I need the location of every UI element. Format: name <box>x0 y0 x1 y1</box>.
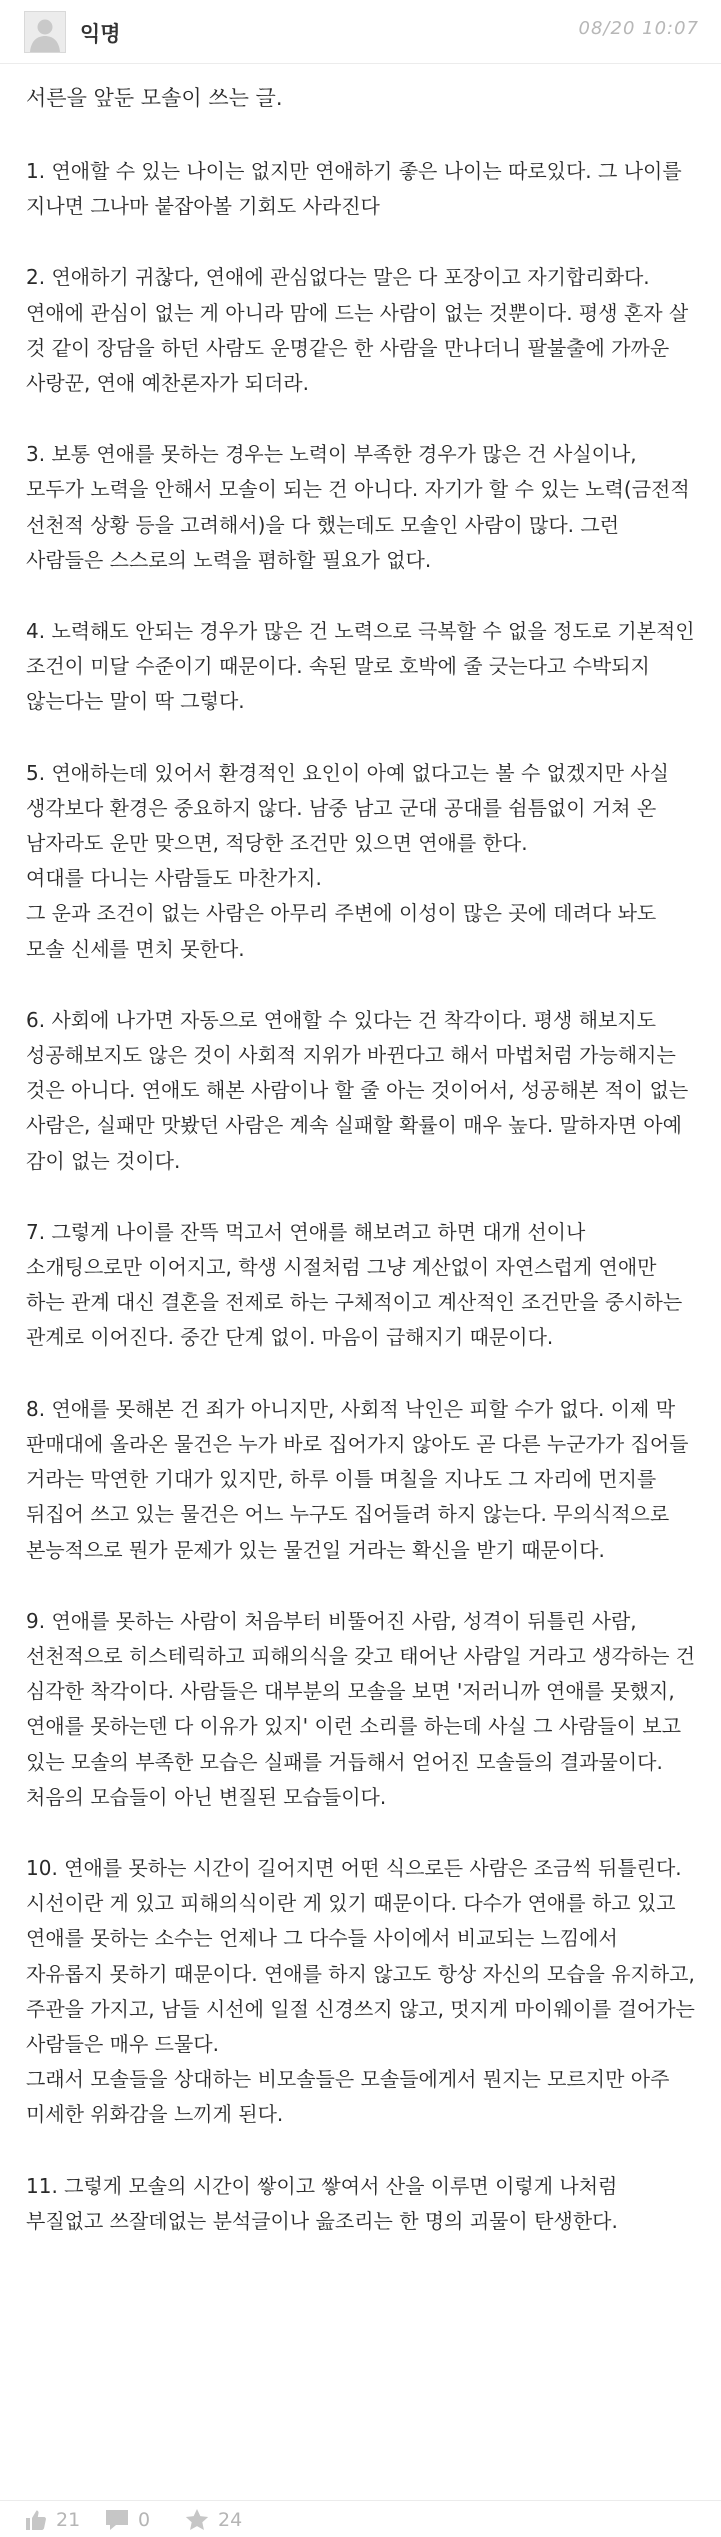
post-paragraph-5: 5. 연애하는데 있어서 환경적인 요인이 아예 없다고는 볼 수 없겠지만 사실 생각보다 환경은 중요하지 않다. 남중 남고 군대 공대를 쉼틈없이 거쳐 온 남자라도 운만 맞으면, 적당한 조건만 있으면 연애를 한다. 여대를 다니는 사람들도 마찬가지. 그 운과 조건이 없는 사람은 아무리 주변에 이성이 많은 곳에 데려다 놔도 모솔 신세를 면치 못한다. <box>26 760 669 961</box>
scrap-button[interactable] <box>184 2506 242 2534</box>
post-paragraph-6: 6. 사회에 나가면 자동으로 연애할 수 있다는 건 착각이다. 평생 해보지도 성공해보지도 않은 것이 사회적 지위가 바뀐다고 해서 마법처럼 가능해지는 것은 아니다. 연애도 해본 사람이나 할 줄 아는 것이어서, 성공해본 적이 없는 사람은, 실패만 맛봤던 사람은 계속 실패할 확률이 매우 높다. 말하자면 아예 감이 없는 것이다. <box>26 1007 689 1173</box>
default-avatar-icon <box>25 12 65 52</box>
post-title: 서른을 앞둔 모솔이 쓰는 글. <box>26 86 283 110</box>
comment-count: 0 <box>138 2509 151 2531</box>
like-button[interactable] <box>24 2506 80 2534</box>
post-body <box>26 80 698 2275</box>
post-paragraph-3: 3. 보통 연애를 못하는 경우는 노력이 부족한 경우가 많은 건 사실이나, 모두가 노력을 안해서 모솔이 되는 건 아니다. 자기가 할 수 있는 노력(금전적 선천적 상황 등을 고려해서)을 다 했는데도 모솔인 사람이 많다. 그런 사람들은 스스로의 노력을 폄하할 필요가 없다. <box>26 442 690 572</box>
comment-icon <box>104 2508 130 2532</box>
post-timestamp: 08/20 10:07 <box>578 18 699 39</box>
post-paragraph-10: 10. 연애를 못하는 시간이 길어지면 어떤 식으로든 사람은 조금씩 뒤틀린다. 시선이란 게 있고 피해의식이란 게 있기 때문이다. 다수가 연애를 하고 있고 연애를 못하는 소수는 언제나 그 다수들 사이에서 비교되는 느낌에서 자유롭지 못하기 때문이다. 연애를 하지 않고도 항상 자신의 모습을 유지하고, 주관을 가지고, 남들 시선에 일절 신경쓰지 않고, 멋지게 마이웨이를 걸어가는 사람들은 매우 드물다. 그래서 모솔들을 상대하는 비모솔들은 모솔들에게서 뭔지는 모르지만 아주 미세한 위화감을 느끼게 된다. <box>26 1855 695 2127</box>
star-icon <box>184 2507 210 2533</box>
author-name: 익명 <box>80 22 121 46</box>
post-paragraph-2: 2. 연애하기 귀찮다, 연애에 관심없다는 말은 다 포장이고 자기합리화다. 연애에 관심이 없는 게 아니라 맘에 드는 사람이 없는 것뿐이다. 평생 혼자 살 것 같이 장담을 하던 사람도 운명같은 한 사람을 만나더니 팔불출에 가까운 사랑꾼, 연애 예찬론자가 되더라. <box>26 265 689 396</box>
post-footer <box>0 2500 721 2537</box>
thumbs-up-icon <box>24 2508 48 2532</box>
post-paragraph-9: 9. 연애를 못하는 사람이 처음부터 비뚤어진 사람, 성격이 뒤틀린 사람, 선천적으로 히스테릭하고 피해의식을 갖고 태어난 사람일 거라고 생각하는 건 심각한 착각이다. 사람들은 대부분의 모솔을 보면 '저러니까 연애를 못했지, 연애를 못하는덴 다 이유가 있지' 이런 소리를 하는데 사실 그 사람들이 보고 있는 모솔의 부족한 모습은 실패를 거듭해서 얻어진 모솔들의 결과물이다. 처음의 모습들이 아닌 변질된 모습들이다. <box>26 1608 696 1809</box>
avatar <box>24 11 66 53</box>
post-paragraph-4: 4. 노력해도 안되는 경우가 많은 건 노력으로 극복할 수 없을 정도로 기본적인 조건이 미달 수준이기 때문이다. 속된 말로 호박에 줄 긋는다고 수박되지 않는다는 말이 딱 그렇다. <box>26 619 695 714</box>
post-paragraph-8: 8. 연애를 못해본 건 죄가 아니지만, 사회적 낙인은 피할 수가 없다. 이제 막 판매대에 올라온 물건은 누가 바로 집어가지 않아도 곧 다른 누군가가 집어들 거라는 막연한 기대가 있지만, 하루 이틀 며칠을 지나도 그 자리에 먼지를 뒤집어 쓰고 있는 물건은 어느 누구도 집어들려 하지 않는다. 무의식적으로 본능적으로 뭔가 문제가 있는 물건일 거라는 확신을 받기 때문이다. <box>26 1396 689 1562</box>
scrap-count: 24 <box>218 2509 243 2531</box>
post-paragraph-11: 11. 그렇게 모솔의 시간이 쌓이고 쌓여서 산을 이루면 이렇게 나처럼 부질없고 쓰잘데없는 분석글이나 읊조리는 한 명의 괴물이 탄생한다. <box>26 2173 618 2233</box>
post-paragraph-7: 7. 그렇게 나이를 잔뜩 먹고서 연애를 해보려고 하면 대개 선이나 소개팅으로만 이어지고, 학생 시절처럼 그냥 계산없이 자연스럽게 연애만 하는 관계 대신 결혼을 전제로 하는 구체적이고 계산적인 조건만을 중시하는 관계로 이어진다. 중간 단계 없이. 마음이 급해지기 때문이다. <box>26 1219 683 1350</box>
post-paragraph-1: 1. 연애할 수 있는 나이는 없지만 연애하기 좋은 나이는 따로있다. 그 나이를 지나면 그나마 붙잡아볼 기회도 사라진다 <box>26 159 682 219</box>
comment-button[interactable] <box>104 2506 150 2534</box>
like-count: 21 <box>56 2509 81 2531</box>
post-header <box>0 0 721 64</box>
